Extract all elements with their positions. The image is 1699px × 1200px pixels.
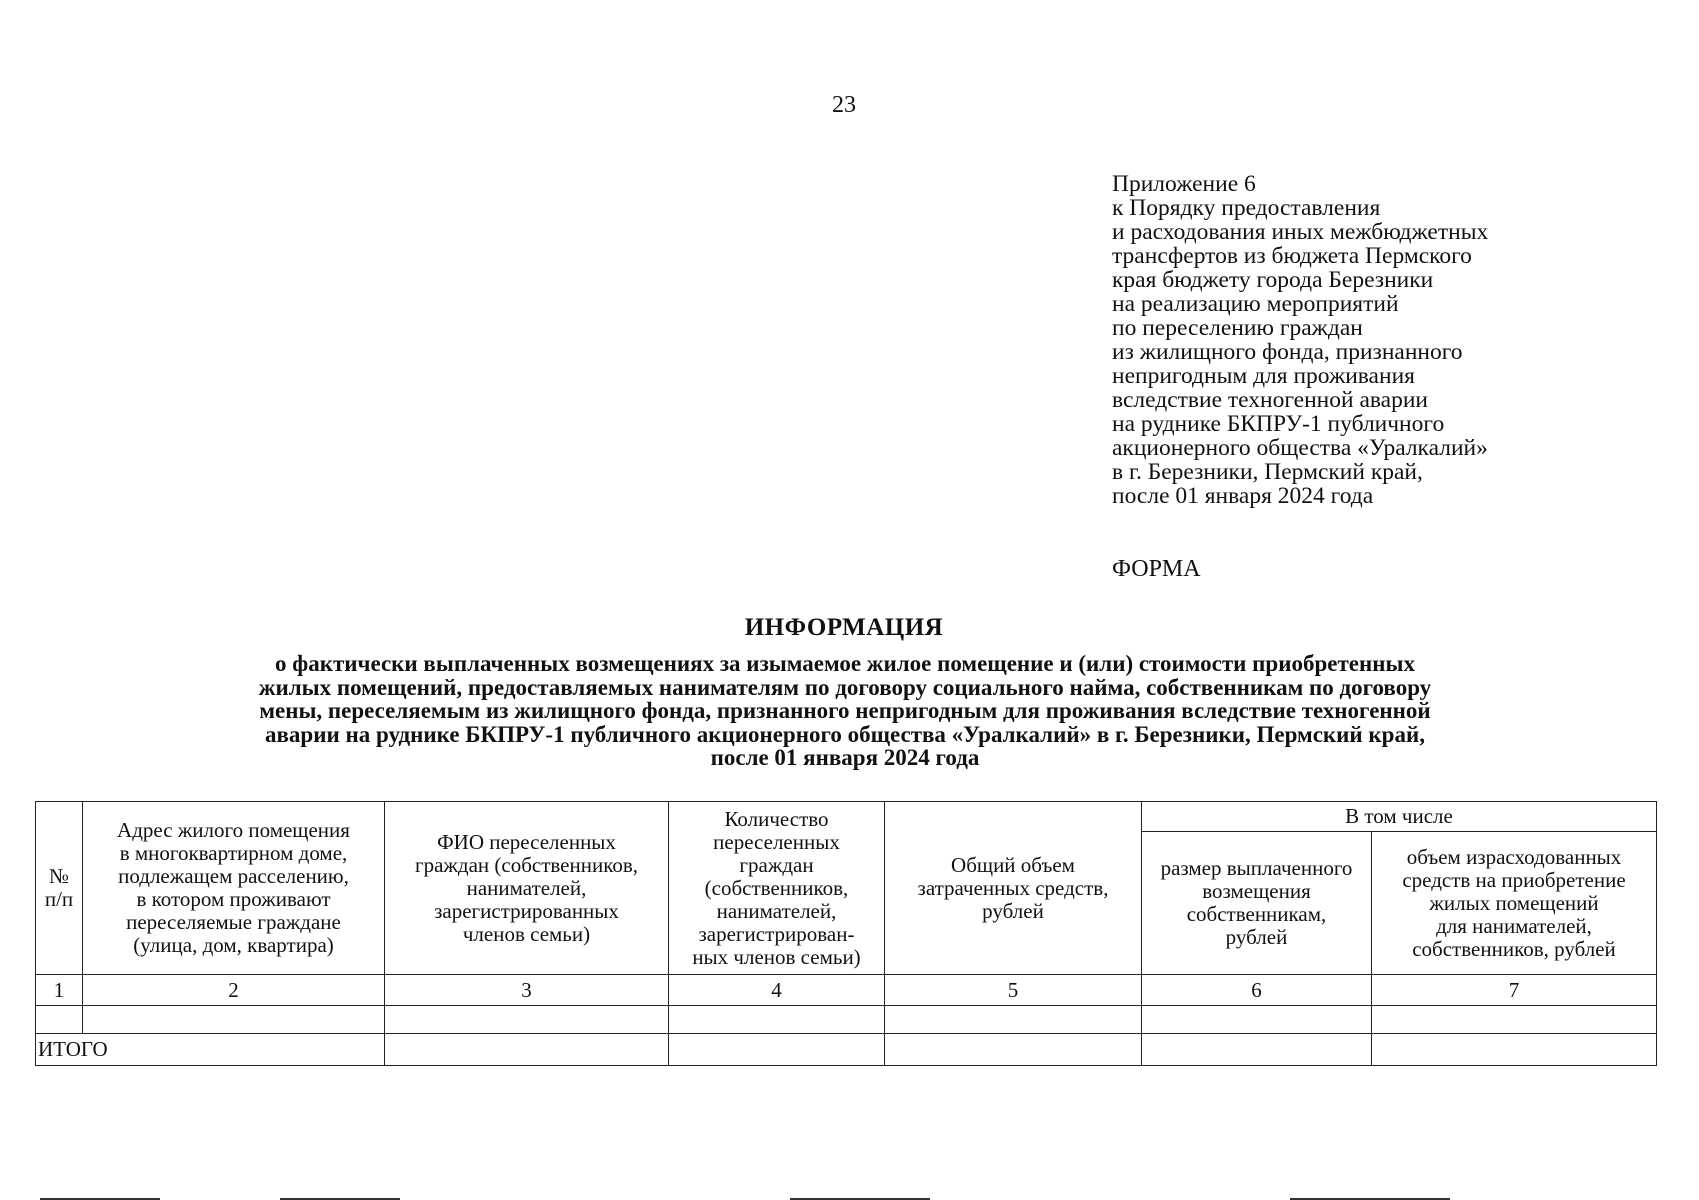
document-title: ИНФОРМАЦИЯ: [744, 614, 944, 641]
column-number: 5: [885, 975, 1142, 1006]
header-purchase-funds: объем израсходованных средств на приобретение жилых помещений для нанимателей, собственников, рублей: [1372, 832, 1657, 975]
table-cell: [36, 1006, 83, 1034]
header-count: Количество переселенных граждан (собственников, нанимателей, зарегистрирован- ных членов семьи): [669, 802, 885, 975]
total-row: [36, 1034, 1657, 1066]
table-cell: [1372, 1034, 1657, 1066]
document-subtitle: [100, 652, 1590, 770]
appendix-line: края бюджету города Березники: [1112, 267, 1434, 293]
table-cell: [1372, 1006, 1657, 1034]
table-cell: [1142, 1006, 1372, 1034]
total-label: ИТОГО: [36, 1034, 385, 1066]
table-cell: [885, 1034, 1142, 1066]
table-cell: [385, 1006, 669, 1034]
header-total-funds: Общий объем затраченных средств, рублей: [885, 802, 1142, 975]
column-number: 2: [83, 975, 385, 1006]
table-cell: [385, 1034, 669, 1066]
table-row: [36, 1006, 1657, 1034]
appendix-line: вследствие техногенной аварии: [1112, 387, 1428, 413]
header-group-including: В том числе: [1142, 802, 1657, 832]
appendix-line: на руднике БКПРУ-1 публичного: [1112, 411, 1445, 437]
column-number: 3: [385, 975, 669, 1006]
column-numbers-row: [36, 975, 1657, 1006]
header-address: Адрес жилого помещения в многоквартирном доме, подлежащем расселению, в котором проживают переселяемые граждане (улица, дом, квартира): [83, 802, 385, 975]
appendix-line: трансфертов из бюджета Пермского: [1112, 243, 1472, 269]
table-cell: [669, 1006, 885, 1034]
appendix-line: акционерного общества «Уралкалий»: [1112, 435, 1488, 461]
appendix-line: на реализацию мероприятий: [1112, 291, 1399, 317]
appendix-note: [1112, 172, 1632, 508]
header-names: ФИО переселенных граждан (собственников, нанимателей, зарегистрированных членов семьи): [385, 802, 669, 975]
appendix-line: в г. Березники, Пермский край,: [1112, 459, 1423, 485]
subtitle-line: жилых помещений, предоставляемых нанимателям по договору социального найма, собственникам по договору: [258, 674, 1432, 700]
info-table: [35, 801, 1657, 1066]
page-number: 23: [832, 92, 856, 118]
header-number: № п/п: [36, 802, 83, 975]
subtitle-line: мены, переселяемым из жилищного фонда, признанного непригодным для проживания вследствие техногенной: [259, 698, 1431, 723]
appendix-line: по переселению граждан: [1112, 315, 1363, 341]
table-cell: [885, 1006, 1142, 1034]
appendix-line: Приложение 6: [1112, 171, 1256, 197]
column-number: 1: [36, 975, 83, 1006]
form-label: ФОРМА: [1112, 556, 1201, 582]
column-number: 7: [1372, 975, 1657, 1006]
table-cell: [669, 1034, 885, 1066]
column-number: 6: [1142, 975, 1372, 1006]
appendix-line: из жилищного фонда, признанного: [1112, 339, 1463, 365]
table-cell: [83, 1006, 385, 1034]
header-compensation: размер выплаченного возмещения собственникам, рублей: [1142, 832, 1372, 975]
table-cell: [1142, 1034, 1372, 1066]
column-number: 4: [669, 975, 885, 1006]
subtitle-line: аварии на руднике БКПРУ-1 публичного акционерного общества «Уралкалий» в г. Березники, Пермский край,: [265, 721, 1425, 747]
appendix-line: и расходования иных межбюджетных: [1112, 219, 1489, 245]
appendix-line: после 01 января 2024 года: [1112, 483, 1374, 509]
subtitle-line: о фактически выплаченных возмещениях за изымаемое жилое помещение и (или) стоимости приобретенных: [275, 651, 1415, 676]
appendix-line: непригодным для проживания: [1112, 363, 1415, 389]
appendix-line: к Порядку предоставления: [1112, 195, 1381, 221]
subtitle-line: после 01 января 2024 года: [710, 745, 980, 770]
